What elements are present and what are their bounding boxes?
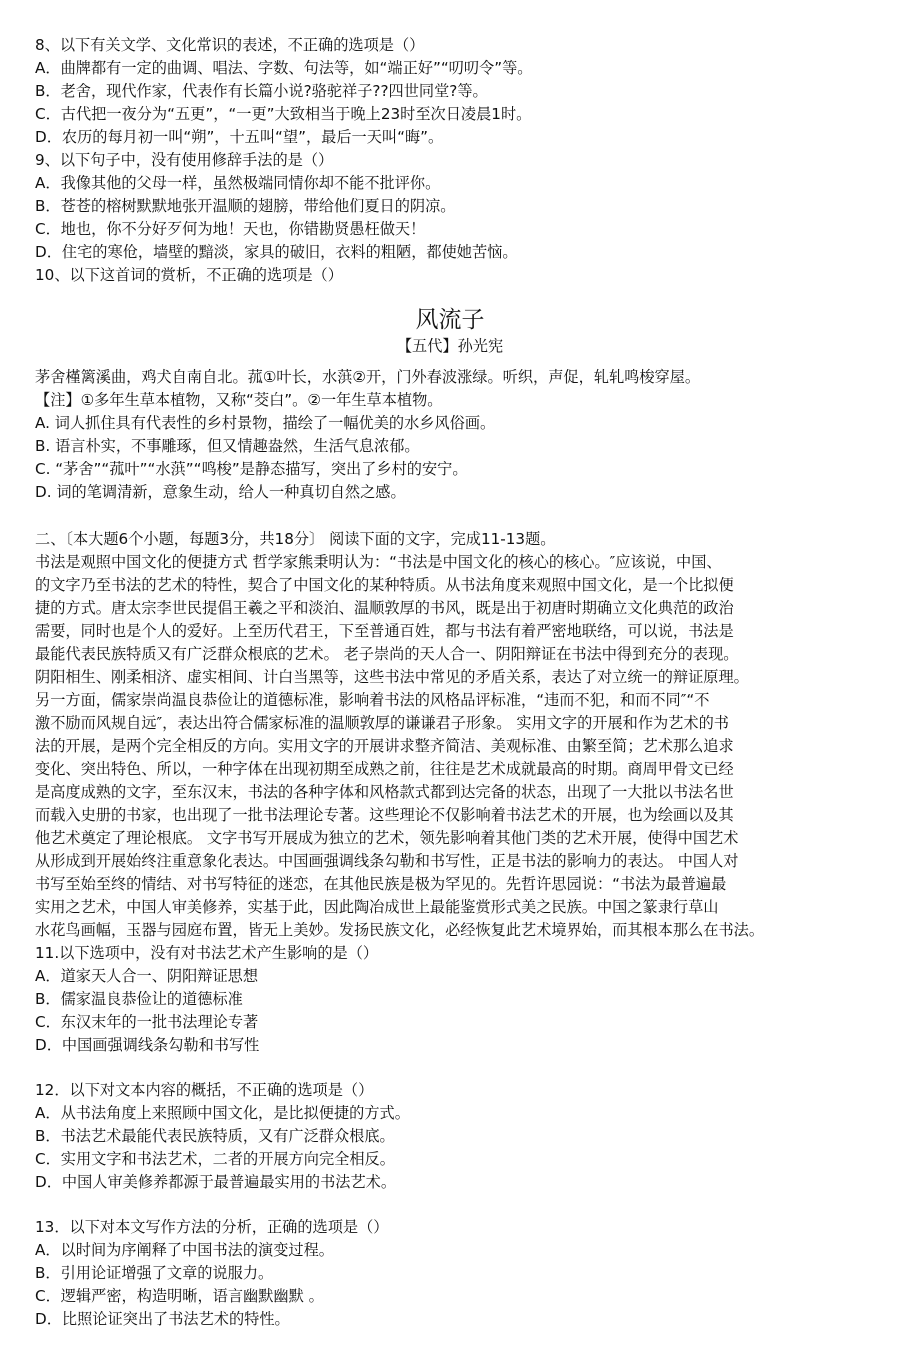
passage-line: 而载入史册的书家，也出现了一批书法理论专著。这些理论不仅影响着书法艺术的开展，也为绘画以及其 (35, 806, 734, 824)
question-8-stem: 8、以下有关文学、文化常识的表述，不正确的选项是（） (35, 36, 425, 54)
question-13-option-a: A．以时间为序阐释了中国书法的演变过程。 (35, 1241, 334, 1259)
question-11-option-b: B．儒家温良恭俭让的道德标准 (35, 990, 243, 1008)
passage-line: 从形成到开展始终注重意象化表达。中国画强调线条勾勒和书写性，正是书法的影响力的表达。 中国人对 (35, 852, 739, 870)
passage-line: 另一方面，儒家崇尚温良恭俭让的道德标准，影响着书法的风格品评标准，“违而不犯，和而不同″“不 (35, 691, 710, 709)
question-9-option-b: B．苍苍的榕树默默地张开温顺的翅膀，带给他们夏日的阴凉。 (35, 197, 456, 215)
question-11-option-d: D．中国画强调线条勾勒和书写性 (35, 1036, 260, 1054)
passage-line: 捷的方式。唐太宗李世民提倡王羲之平和淡泊、温顺敦厚的书风，既是出于初唐时期确立文化典范的政治 (35, 599, 734, 617)
poem-title: 风流子 (415, 307, 485, 333)
question-9-option-d: D．住宅的寒伧，墙壁的黯淡，家具的破旧，衣料的粗陋，都使她苦恼。 (35, 243, 518, 261)
passage-line: 他艺术奠定了理论根底。 文字书写开展成为独立的艺术，领先影响着其他门类的艺术开展，使得中国艺术 (35, 829, 739, 847)
question-12-option-c: C．实用文字和书法艺术，二者的开展方向完全相反。 (35, 1150, 395, 1168)
question-13-option-c: C．逻辑严密，构造明晰，语言幽默幽默 。 (35, 1287, 324, 1305)
passage-line: 的文字乃至书法的艺术的特性，契合了中国文化的某种特质。从书法角度来观照中国文化，是一个比拟便 (35, 576, 734, 594)
poem-note: 【注】①多年生草本植物，又称“茭白”。②一年生草本植物。 (35, 391, 443, 409)
question-10-stem: 10、以下这首词的赏析，不正确的选项是（） (35, 266, 343, 284)
question-11-option-a: A．道家天人合一、阴阳辩证思想 (35, 967, 259, 985)
question-9-option-a: A．我像其他的父母一样，虽然极端同情你却不能不批评你。 (35, 174, 441, 192)
section-2-header: 二、〔本大题6个小题，每题3分，共18分〕 阅读下面的文字，完成11-13题。 (35, 530, 556, 548)
question-10-option-d: D. 词的笔调清新，意象生动，给人一种真切自然之感。 (35, 483, 406, 501)
question-11-stem: 11.以下选项中，没有对书法艺术产生影响的是（） (35, 944, 379, 962)
question-9-stem: 9、以下句子中，没有使用修辞手法的是（） (35, 151, 334, 169)
question-13-option-b: B．引用论证增强了文章的说服力。 (35, 1264, 274, 1282)
question-13-option-d: D．比照论证突出了书法艺术的特性。 (35, 1310, 290, 1328)
question-11-option-c: C．东汉末年的一批书法理论专著 (35, 1013, 259, 1031)
question-8-option-a: A．曲牌都有一定的曲调、唱法、字数、句法等，如“端正好”“叨叨令”等。 (35, 59, 533, 77)
question-12-option-d: D．中国人审美修养都源于最普遍最实用的书法艺术。 (35, 1173, 397, 1191)
question-10-option-c: C. “茅舍”“菰叶”“水葓”“鸣梭”是静态描写，突出了乡村的安宁。 (35, 460, 468, 478)
question-10-option-b: B. 语言朴实，不事雕琢，但又情趣盎然，生活气息浓郁。 (35, 437, 420, 455)
question-9-option-c: C．地也，你不分好歹何为地！天也，你错勘贤愚枉做天！ (35, 220, 426, 238)
passage-line: 激不励而风规自远″，表达出符合儒家标准的温顺敦厚的谦谦君子形象。 实用文字的开展和作为艺术的书 (35, 714, 729, 732)
passage-line: 书写至始至终的情结、对书写特征的迷恋，在其他民族是极为罕见的。先哲许思园说：“书法为最普遍最 (35, 875, 727, 893)
question-12-option-a: A．从书法角度上来照顾中国文化，是比拟便捷的方式。 (35, 1104, 410, 1122)
passage-line: 阴阳相生、刚柔相济、虚实相间、计白当黑等，这些书法中常见的矛盾关系，表达了对立统一的辩证原理。 (35, 668, 749, 686)
question-13-stem: 13．以下对本文写作方法的分析，正确的选项是（） (35, 1218, 389, 1236)
passage-line: 法的开展，是两个完全相反的方向。实用文字的开展讲求整齐简洁、美观标准、由繁至简；艺术那么追求 (35, 737, 734, 755)
question-8-option-d: D．农历的每月初一叫“朔”，十五叫“望”，最后一天叫“晦”。 (35, 128, 444, 146)
poem-author: 【五代】孙光宪 (396, 337, 504, 355)
passage-line: 最能代表民族特质又有广泛群众根底的艺术。 老子崇尚的天人合一、阴阳辩证在书法中得到充分的表现。 (35, 645, 739, 663)
poem-text: 茅舍槿篱溪曲，鸡犬自南自北。菰①叶长，水葓②开，门外春波涨绿。听织，声促，轧轧鸣梭穿屋。 (35, 368, 701, 386)
passage-line: 变化、突出特色、所以，一种字体在出现初期至成熟之前，往往是艺术成就最高的时期。商周甲骨文已经 (35, 760, 734, 778)
question-12-stem: 12．以下对文本内容的概括，不正确的选项是（） (35, 1081, 374, 1099)
question-12-option-b: B．书法艺术最能代表民族特质，又有广泛群众根底。 (35, 1127, 395, 1145)
passage-line: 水花鸟画幅，玉器与园庭布置，皆无上美妙。发扬民族文化，必经恢复此艺术境界始，而其根本那么在书法。 (35, 921, 764, 939)
passage-line: 实用之艺术，中国人审美修养，实基于此，因此陶冶成世上最能鉴赏形式美之民族。中国之篆隶行草山 (35, 898, 719, 916)
question-8-option-c: C．古代把一夜分为“五更”，“一更”大致相当于晚上23时至次日凌晨1时。 (35, 105, 532, 123)
passage-line: 书法是观照中国文化的便捷方式 哲学家熊秉明认为：“书法是中国文化的核心的核心。″应该说，中国、 (35, 553, 722, 571)
passage-line: 需要，同时也是个人的爱好。上至历代君王，下至普通百姓，都与书法有着严密地联络，可以说，书法是 (35, 622, 734, 640)
passage-line: 是高度成熟的文字，至东汉末，书法的各种字体和风格款式都到达完备的状态，出现了一大批以书法名世 (35, 783, 734, 801)
question-10-option-a: A. 词人抓住具有代表性的乡村景物，描绘了一幅优美的水乡风俗画。 (35, 414, 496, 432)
question-8-option-b: B．老舍，现代作家，代表作有长篇小说?骆驼祥子??四世同堂?等。 (35, 82, 488, 100)
